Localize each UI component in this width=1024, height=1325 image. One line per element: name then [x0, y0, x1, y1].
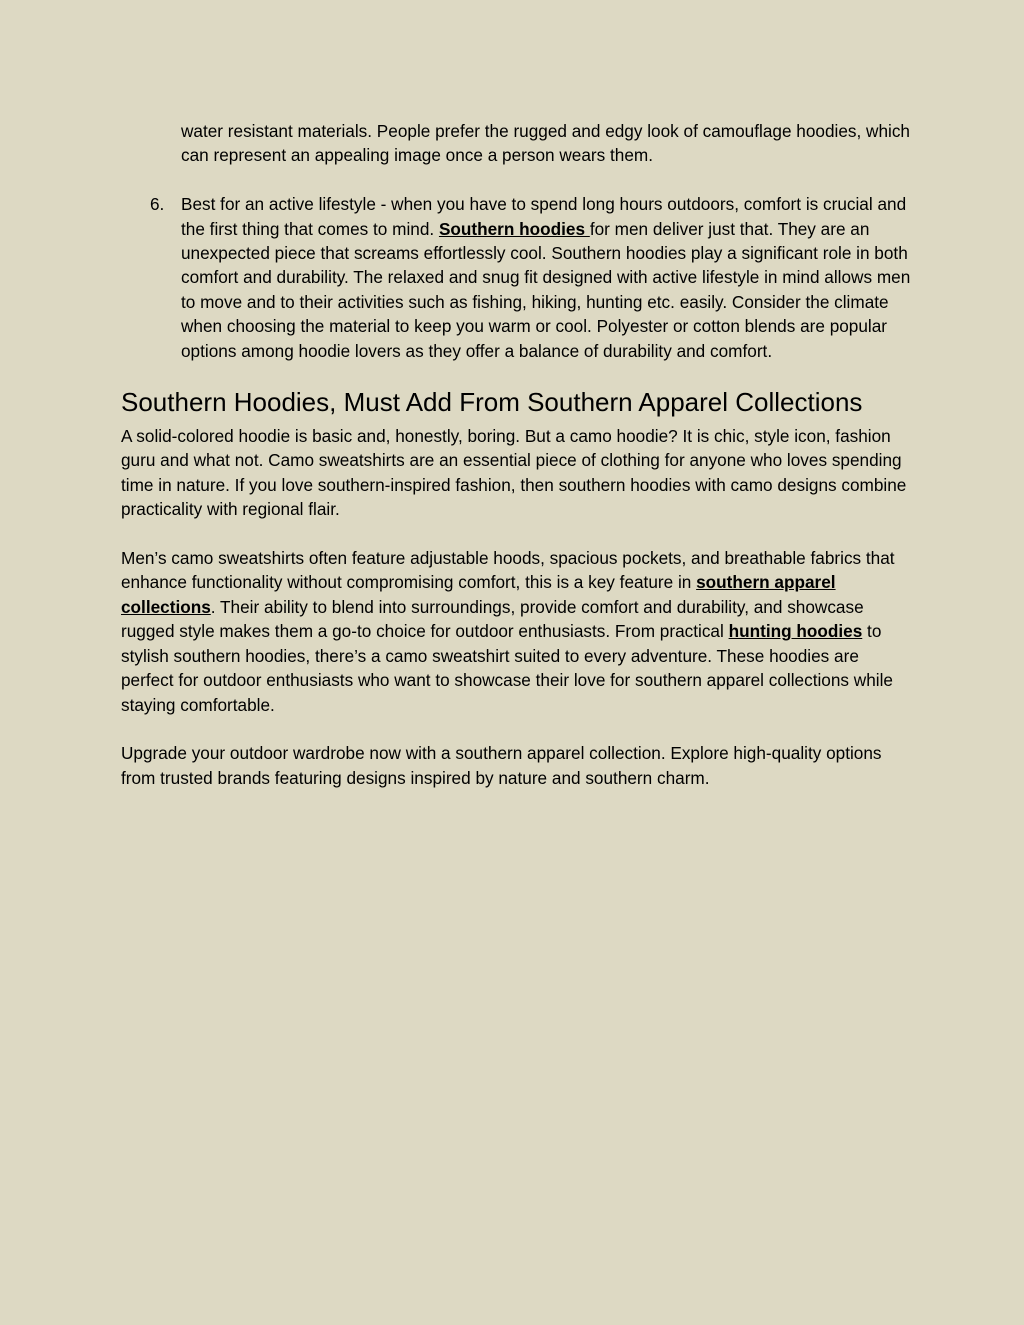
list-item-text-start: Best for an active lifestyle - when you have to spend long hours outdoors, comfort is crucial and the first thing that comes to mind.	[181, 194, 907, 239]
paragraph-2-text-middle: . Their ability to blend into surroundings, provide comfort and durability, and showcase rugged style makes them a go-to choice for outdoor enthusiasts. From practical	[121, 596, 864, 642]
section-paragraph-2	[121, 546, 911, 717]
southern-hoodies-link[interactable]: Southern hoodies	[438, 218, 590, 239]
list-continuation-text: water resistant materials. People prefer the rugged and edgy look of camouflage hoodies, which can represent an appealing image once a person wears them.	[181, 121, 910, 166]
section-paragraph-3: Upgrade your outdoor wardrobe now with a southern apparel collection. Explore high-quality options from trusted brands featuring designs inspired by nature and southern charm.	[121, 743, 882, 788]
document-body	[121, 119, 911, 790]
southern-apparel-collections-link[interactable]: southern apparel collections	[121, 572, 836, 617]
list-item-number: 6.	[150, 194, 165, 215]
section-paragraph-1: A solid-colored hoodie is basic and, honestly, boring. But a camo hoodie? It is chic, style icon, fashion guru and what not. Camo sweatshirts are an essential piece of clothing for anyone who loves spending time in nature. If you love southern-inspired fashion, then southern hoodies with camo designs combine practicality with regional flair.	[121, 426, 907, 520]
list-item-text	[181, 192, 911, 363]
list-item-6	[150, 192, 911, 363]
paragraph-2-text-end: to stylish southern hoodies, there’s a camo sweatshirt suited to every adventure. These hoodies are perfect for outdoor enthusiasts who want to showcase their love for southern apparel collections while staying comfortable.	[121, 621, 893, 715]
hunting-hoodies-link[interactable]: hunting hoodies	[728, 621, 863, 642]
section-heading: Southern Hoodies, Must Add From Southern Apparel Collections	[121, 387, 863, 418]
paragraph-2-text-start: Men’s camo sweatshirts often feature adjustable hoods, spacious pockets, and breathable fabrics that enhance functionality without compromising comfort, this is a key feature in	[121, 548, 895, 593]
list-item-text-end: for men deliver just that. They are an unexpected piece that screams effortlessly cool. Southern hoodies play a significant role in both comfort and durability. The relaxed and snug fit designed with active lifestyle in mind allows men to move and to their activities such as fishing, hiking, hunting etc. easily. Consider the climate when choosing the material to keep you warm or cool. Polyester or cotton blends are popular options among hoodie lovers as they offer a balance of durability and comfort.	[181, 218, 911, 361]
